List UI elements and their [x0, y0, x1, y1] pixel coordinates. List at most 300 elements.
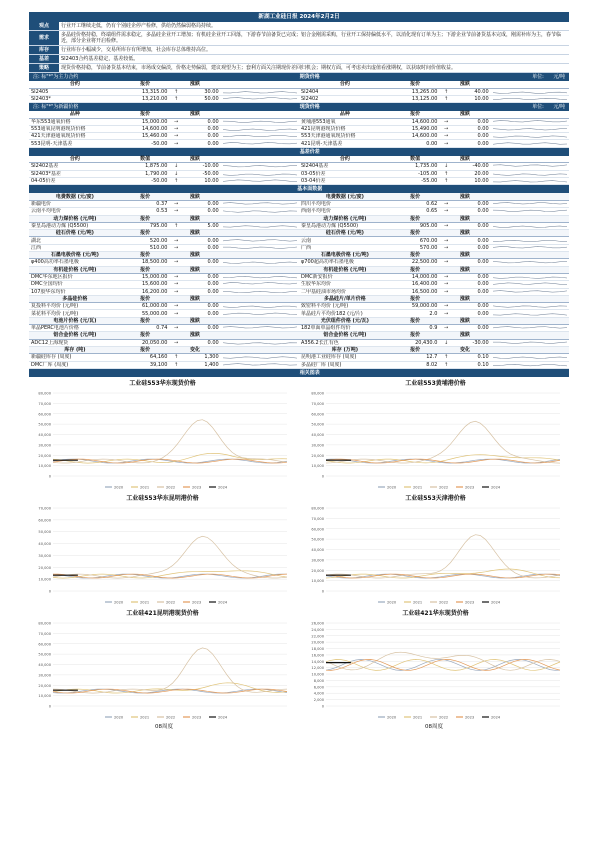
sparkline [221, 208, 299, 215]
column-header [491, 156, 569, 163]
column-header: 合约 [29, 81, 121, 88]
item-value: -50.00 [121, 177, 170, 184]
item-value: 0.74 [121, 325, 170, 332]
y-tick-label: 20,000 [311, 568, 324, 573]
column-header: 合约 [299, 156, 391, 163]
table-row [29, 303, 569, 310]
section-note [29, 148, 169, 156]
change-arrow-icon: ↑ [439, 361, 453, 368]
change-arrow-icon: → [169, 200, 183, 207]
sparkline [221, 140, 299, 147]
column-header: 涨跌 [169, 230, 220, 237]
item-change: 0.00 [453, 273, 491, 280]
sparkline-icon [493, 89, 567, 95]
sparkline [491, 125, 569, 132]
item-value: 64,160 [121, 354, 170, 361]
unit-value: 元/吨 [553, 74, 565, 80]
item-change: 0.00 [453, 125, 491, 132]
column-header: 报价 [391, 81, 440, 88]
column-header: 报价 [121, 332, 170, 339]
y-tick-label: 70,000 [311, 401, 324, 406]
item-change: 30.00 [183, 88, 221, 95]
item-value: 0.00 [391, 140, 440, 147]
sparkline [491, 133, 569, 140]
sparkline-icon [223, 238, 297, 244]
change-arrow-icon: → [439, 200, 453, 207]
table-row [29, 310, 569, 317]
change-arrow-icon: → [169, 339, 183, 346]
legend-label: 2020 [114, 485, 124, 490]
sparkline [221, 325, 299, 332]
sparkline [221, 163, 299, 170]
item-value: 14,600.00 [391, 118, 440, 125]
column-header [221, 230, 299, 237]
item-value: 55,000.00 [121, 310, 170, 317]
section-note: 注: 标"*"为新疆价格 [33, 104, 79, 111]
legend-label: 2023 [465, 715, 475, 720]
change-arrow-icon: → [439, 325, 453, 332]
item-name: SI2405 [29, 88, 121, 95]
column-header: 有机硅价格 (元/吨) [29, 266, 121, 273]
item-value: 905.00 [391, 222, 440, 229]
item-change: 0.00 [183, 200, 221, 207]
y-tick-label: 40,000 [311, 547, 324, 552]
sparkline [221, 303, 299, 310]
summary-text: 行业开工继续走低，仍有个别硅企停产检修，供给仍然偏弱格局持续。 [59, 22, 569, 31]
table-header-row [29, 332, 569, 339]
item-value: 15,000.00 [121, 273, 170, 280]
item-value: 1,875.00 [121, 163, 170, 170]
y-tick-label: 50,000 [38, 530, 51, 535]
change-arrow-icon: ↑ [169, 88, 183, 95]
item-name: 新疆硅库存 (周度) [29, 354, 121, 361]
column-header: 报价 [391, 332, 440, 339]
y-tick-label: 70,000 [38, 506, 51, 511]
y-tick-label: 10,000 [311, 463, 324, 468]
legend-label: 2020 [387, 715, 397, 720]
sparkline-icon [223, 281, 297, 287]
y-tick-label: 50,000 [311, 422, 324, 427]
sparkline [491, 163, 569, 170]
legend-label: 2024 [491, 715, 501, 720]
sparkline [491, 208, 569, 215]
summary-text: 现货价格持稳，节前备货基本结束，市场成交偏淡，价格走势偏弱，建议观望为主；套利方面关注期现价差回归机会；期权方面，可考虑卖出虚值看涨期权，以获取时间价值收益。 [59, 64, 569, 73]
legend-label: 2021 [140, 485, 150, 490]
unit-spacer [544, 104, 554, 110]
item-change: 0.00 [453, 222, 491, 229]
sparkline-icon [223, 354, 297, 360]
sparkline-icon [223, 245, 297, 251]
column-header [221, 266, 299, 273]
item-value: -105.00 [391, 170, 440, 177]
column-header: 涨跌 [439, 266, 490, 273]
item-change: 10.00 [453, 95, 491, 102]
sparkline [221, 237, 299, 244]
y-tick-label: 0 [321, 704, 324, 709]
item-change: 50.00 [183, 95, 221, 102]
change-arrow-icon: ↑ [439, 88, 453, 95]
item-change: 0.00 [183, 125, 221, 132]
y-tick-label: 80,000 [311, 391, 324, 396]
y-tick-label: 60,000 [311, 527, 324, 532]
change-arrow-icon: → [439, 273, 453, 280]
chart-panel [29, 609, 296, 724]
legend-label: 2020 [114, 600, 124, 605]
sparkline-icon [493, 238, 567, 244]
chart-title: 工业硅553黄埔港价格 [405, 379, 466, 387]
item-change: 0.00 [183, 303, 221, 310]
column-header: 涨跌 [439, 332, 490, 339]
item-name: 江西 [29, 244, 121, 251]
item-name: 昆明港工业硅库存 (周度) [299, 354, 391, 361]
sparkline [221, 361, 299, 368]
change-arrow-icon: → [169, 310, 183, 317]
item-change: 0.10 [453, 361, 491, 368]
item-change: 0.00 [183, 140, 221, 147]
item-value: 0.62 [391, 200, 440, 207]
sparkline-icon [223, 96, 297, 102]
sparkline-icon [223, 325, 297, 331]
item-value: 510.00 [121, 244, 170, 251]
legend-label: 2024 [218, 600, 228, 605]
sparkline-icon [223, 208, 297, 214]
item-name: 421昆明港现货价格 [299, 125, 391, 132]
table-row [29, 281, 569, 288]
y-tick-label: 40,000 [38, 432, 51, 437]
sparkline-icon [493, 325, 567, 331]
item-value: 14,000.00 [391, 273, 440, 280]
column-header: 报价 [391, 230, 440, 237]
sparkline [491, 354, 569, 361]
column-header: 涨跌 [169, 317, 220, 324]
sparkline [491, 177, 569, 184]
column-header: 涨跌 [169, 215, 220, 222]
column-header: 光伏组件价格 (元/瓦) [299, 317, 391, 324]
y-tick-label: 0 [48, 589, 51, 594]
item-change: 0.00 [453, 140, 491, 147]
sparkline [491, 259, 569, 266]
column-header [221, 252, 299, 259]
item-name: 04-05价差 [29, 177, 121, 184]
item-name: SI2403*基差 [29, 170, 121, 177]
sparkline-icon [493, 119, 567, 125]
column-header: 涨跌 [439, 295, 490, 302]
chart-panel [302, 494, 569, 609]
column-header: 报价 [391, 111, 440, 118]
item-name: 云南平均电价 [29, 208, 121, 215]
sparkline-icon [493, 274, 567, 280]
column-header: 品种 [29, 111, 121, 118]
item-name: 秦皇岛港动力煤 (Q5500) [29, 222, 121, 229]
change-arrow-icon: → [439, 310, 453, 317]
sparkline [491, 95, 569, 102]
item-change: 1,300 [183, 354, 221, 361]
column-header: 报价 [121, 317, 170, 324]
item-change: -10.00 [183, 163, 221, 170]
sparkline-icon [493, 223, 567, 229]
item-name: 致密料平均价 (元/吨) [299, 303, 391, 310]
spot-table [29, 111, 569, 148]
legend-label: 2024 [491, 485, 501, 490]
summary-text: 行业库存小幅减少，交易所库存有所增加，社会库存总体维持高位。 [59, 46, 569, 55]
sparkline [221, 281, 299, 288]
sparkline [221, 354, 299, 361]
column-header [491, 230, 569, 237]
summary-row [29, 64, 569, 73]
item-name: SI2402基差 [29, 163, 121, 170]
change-arrow-icon: → [169, 133, 183, 140]
y-tick-label: 40,000 [38, 541, 51, 546]
item-name: 秦皇岛港动力煤 (Q5500) [299, 222, 391, 229]
change-arrow-icon: → [439, 288, 453, 295]
table-row [29, 88, 569, 95]
y-tick-label: 40,000 [311, 432, 324, 437]
y-tick-label: 20,000 [311, 453, 324, 458]
change-arrow-icon: → [439, 244, 453, 251]
y-tick-label: 30,000 [38, 673, 51, 678]
change-arrow-icon: → [169, 325, 183, 332]
sparkline [491, 170, 569, 177]
chart-title: 工业硅553华东昆明港价格 [126, 494, 199, 502]
change-arrow-icon: → [169, 125, 183, 132]
charts-grid [29, 379, 569, 724]
y-tick-label: 80,000 [38, 391, 51, 396]
column-header [221, 346, 299, 353]
y-tick-label: 16,000 [311, 653, 324, 658]
column-header: 涨跌 [439, 111, 490, 118]
sparkline [221, 88, 299, 95]
summary-row [29, 55, 569, 64]
column-header: 涨跌 [169, 111, 220, 118]
summary-row [29, 46, 569, 55]
column-header: 报价 [391, 317, 440, 324]
item-change: 0.00 [183, 288, 221, 295]
sparkline [221, 273, 299, 280]
column-header: 石墨电极价格 (元/吨) [299, 252, 391, 259]
y-tick-label: 80,000 [38, 621, 51, 626]
change-arrow-icon: → [169, 288, 183, 295]
change-arrow-icon: → [439, 133, 453, 140]
chart-svg [29, 504, 293, 607]
legend-label: 2021 [413, 485, 423, 490]
charts-footer [29, 724, 569, 731]
sparkline [221, 170, 299, 177]
legend-label: 2023 [465, 485, 475, 490]
change-arrow-icon: → [439, 208, 453, 215]
sparkline-icon [493, 281, 567, 287]
sparkline [221, 259, 299, 266]
item-name: 03-04价差 [299, 177, 391, 184]
sparkline-icon [223, 289, 297, 295]
sparkline [491, 325, 569, 332]
item-change: 0.00 [183, 259, 221, 266]
item-value: 22,500.00 [391, 259, 440, 266]
y-tick-label: 40,000 [38, 662, 51, 667]
item-change: 0.00 [183, 339, 221, 346]
legend-label: 2023 [192, 600, 202, 605]
legend-label: 2020 [387, 485, 397, 490]
sparkline-icon [223, 362, 297, 368]
table-header-row [29, 111, 569, 118]
item-change: 0.00 [183, 281, 221, 288]
series-line [326, 534, 560, 577]
y-tick-label: 20,000 [311, 640, 324, 645]
section-bar [29, 148, 569, 156]
sparkline-icon [493, 362, 567, 368]
column-header: 报价 [121, 252, 170, 259]
y-tick-label: 60,000 [38, 642, 51, 647]
change-arrow-icon: → [169, 273, 183, 280]
column-header: 石墨电极价格 (元/吨) [29, 252, 121, 259]
item-name: 553昆明-天津基差 [29, 140, 121, 147]
summary-text: 多晶硅价格持稳，终端组件需求稳定，多晶硅企业开工增加；有机硅企业开工回落，下游春节前备货已完成；铝合金刚需采购，行业开工保持偏低水平，以消化现有订单为主；下游企业节前备货基本完成，刚需补库为主，春节临近，部分企业将开启检修。 [59, 31, 569, 46]
item-name: DMC新安报价 [299, 273, 391, 280]
column-header: 报价 [121, 111, 170, 118]
item-name: 多晶硅厂库 (周度) [299, 361, 391, 368]
column-header [491, 266, 569, 273]
item-name: DMC全国均价 [29, 281, 121, 288]
legend-label: 2022 [166, 715, 176, 720]
change-arrow-icon: ↓ [439, 163, 453, 170]
chart-title: 工业硅553华东现货价格 [129, 379, 196, 387]
item-value: 1,790.00 [121, 170, 170, 177]
table-row [29, 200, 569, 207]
sparkline [491, 237, 569, 244]
unit-spacer [544, 74, 554, 80]
item-change: 0.00 [183, 325, 221, 332]
summary-label: 观点 [29, 22, 59, 31]
item-value: 670.00 [391, 237, 440, 244]
summary-label: 库存 [29, 46, 59, 55]
change-arrow-icon: ↑ [439, 354, 453, 361]
sparkline [221, 118, 299, 125]
table-row [29, 273, 569, 280]
column-header [221, 317, 299, 324]
column-header: 涨跌 [439, 156, 490, 163]
item-name: 03-05价差 [299, 170, 391, 177]
section-unit [450, 148, 569, 156]
item-value: 520.00 [121, 237, 170, 244]
item-change: -30.00 [453, 339, 491, 346]
summary-table [29, 22, 569, 73]
sparkline [491, 200, 569, 207]
item-change: 0.00 [453, 259, 491, 266]
column-header [491, 193, 569, 200]
column-header [221, 215, 299, 222]
sparkline-icon [493, 340, 567, 346]
item-name: 421昆明-天津基差 [299, 140, 391, 147]
sparkline-icon [223, 89, 297, 95]
legend-label: 2022 [439, 715, 449, 720]
item-name: 单晶PERC电池片价格 [29, 325, 121, 332]
table-row [29, 244, 569, 251]
change-arrow-icon: → [169, 303, 183, 310]
change-arrow-icon: ↑ [169, 95, 183, 102]
column-header: 电费数据 (元/度) [299, 193, 391, 200]
sparkline [491, 281, 569, 288]
change-arrow-icon: → [439, 125, 453, 132]
column-header [221, 81, 299, 88]
item-name: 二甲基硅油市场均价 [299, 288, 391, 295]
section-title: 基差价差 [299, 148, 320, 155]
sparkline-icon [493, 171, 567, 177]
item-value: 0.65 [391, 208, 440, 215]
item-change: 0.00 [453, 303, 491, 310]
section-note: 注: 标"*"为主力合约 [33, 74, 79, 80]
item-value: 1,735.00 [391, 163, 440, 170]
item-change: 0.00 [453, 325, 491, 332]
change-arrow-icon: → [169, 259, 183, 266]
change-arrow-icon: ↑ [169, 222, 183, 229]
column-header: 合约 [299, 81, 391, 88]
item-name: A356.2长江有色 [299, 339, 391, 346]
chart-panel [302, 609, 569, 724]
column-header: 报价 [391, 266, 440, 273]
sparkline-icon [493, 126, 567, 132]
table-header-row [29, 317, 569, 324]
item-change: 0.00 [453, 200, 491, 207]
item-value: 13,210.00 [121, 95, 170, 102]
change-arrow-icon: → [439, 222, 453, 229]
summary-row [29, 22, 569, 31]
table-row [29, 125, 569, 132]
item-name: 生胶华东均价 [299, 281, 391, 288]
series-line [53, 536, 287, 578]
y-tick-label: 4,000 [313, 691, 324, 696]
item-change: 0.10 [453, 354, 491, 361]
summary-label: 策略 [29, 64, 59, 73]
chart-svg [302, 619, 566, 722]
item-value: 18,500.00 [121, 259, 170, 266]
item-change: 0.00 [183, 244, 221, 251]
sparkline-icon [493, 201, 567, 207]
item-name: 421天津港通氧现货价格 [29, 133, 121, 140]
legend-label: 2022 [439, 485, 449, 490]
section-note [29, 185, 169, 193]
section-title: 现货价格 [299, 104, 320, 111]
column-header: 铝合金价格 (元/吨) [29, 332, 121, 339]
y-tick-label: 8,000 [313, 678, 324, 683]
item-name: 西南平均电价 [299, 208, 391, 215]
legend-label: 2023 [465, 600, 475, 605]
y-tick-label: 10,000 [38, 693, 51, 698]
column-header: 涨跌 [439, 193, 490, 200]
y-tick-label: 10,000 [38, 463, 51, 468]
legend-label: 2024 [218, 715, 228, 720]
item-name: DMC厂库 (周度) [29, 361, 121, 368]
section-unit [450, 73, 569, 81]
report-page [29, 12, 569, 730]
item-name: 菜花料平均价 (元/吨) [29, 310, 121, 317]
sparkline-icon [223, 303, 297, 309]
change-arrow-icon: ↓ [169, 170, 183, 177]
sparkline [491, 310, 569, 317]
y-tick-label: 12,000 [311, 665, 324, 670]
section-unit [450, 103, 569, 111]
section-title: 期货价格 [299, 74, 320, 80]
y-tick-label: 30,000 [38, 553, 51, 558]
sparkline-icon [493, 311, 567, 317]
charts-header-bar [29, 369, 569, 377]
column-header: 库存 (万吨) [299, 346, 391, 353]
change-arrow-icon: → [439, 259, 453, 266]
column-header: 涨跌 [169, 332, 220, 339]
item-change: 40.00 [453, 88, 491, 95]
legend-label: 2024 [218, 485, 228, 490]
change-arrow-icon: ↓ [169, 163, 183, 170]
sparkline [491, 244, 569, 251]
change-arrow-icon: ↑ [439, 170, 453, 177]
